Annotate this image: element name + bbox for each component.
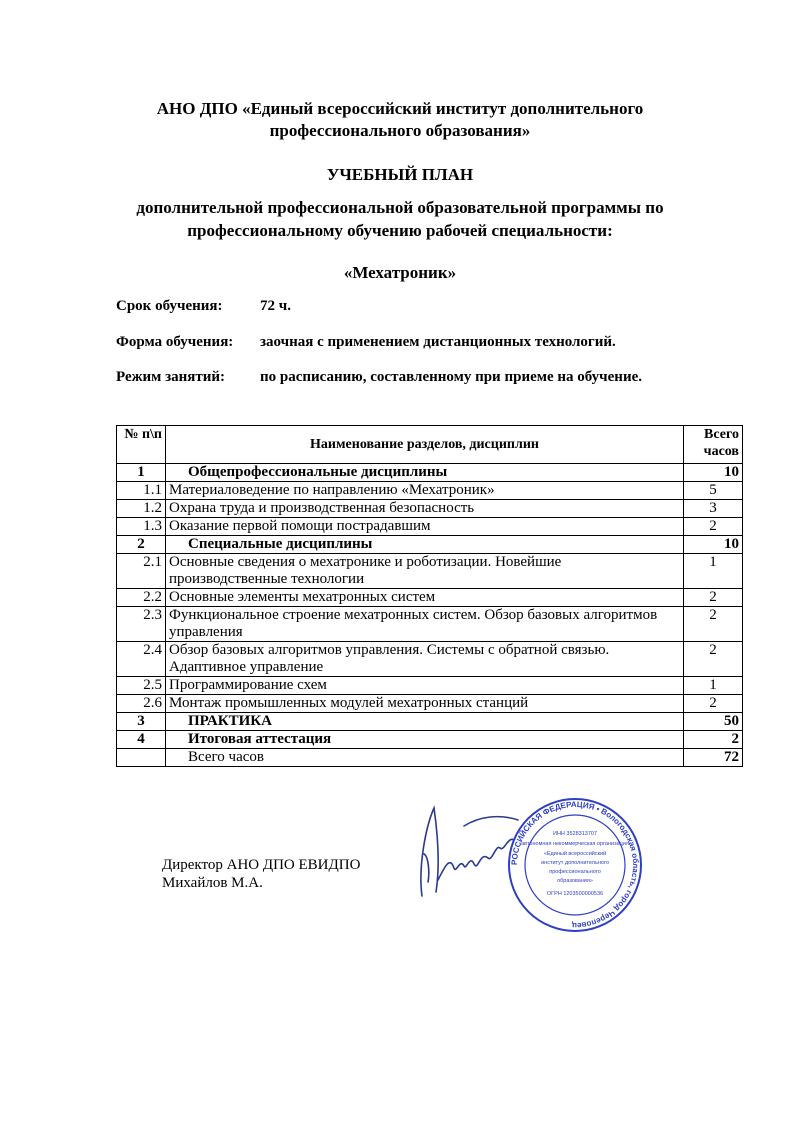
total-label: Всего часов [166,749,684,767]
row-num: 2.6 [117,695,166,713]
svg-text:автономная некоммерческая орга: автономная некоммерческая организация [521,841,629,847]
table-row [117,518,743,536]
svg-text:ИНН 3528313707: ИНН 3528313707 [552,831,598,837]
meta-label: Режим занятий: [116,369,226,385]
row-num: 1.3 [117,518,166,536]
row-hours: 10 [684,536,743,554]
total-hours: 72 [684,749,743,767]
table-row [117,607,743,642]
row-num: 2 [117,536,166,554]
svg-text:ОГРН 1203500000536: ОГРН 1203500000536 [546,891,604,897]
meta-label: Срок обучения: [116,298,223,314]
row-num: 1.1 [117,482,166,500]
table-row [117,482,743,500]
curriculum-table [116,425,743,767]
meta-value: заочная с применением дистанционных технологий. [260,334,616,350]
table-row [117,500,743,518]
meta-value: 72 ч. [260,298,291,314]
document-title: УЧЕБНЫЙ ПЛАН [326,165,474,184]
row-num: 3 [117,713,166,731]
svg-text:институт дополнительного: институт дополнительного [541,860,609,866]
signatory-name: Михайлов М.А. [162,875,263,891]
svg-text:образования»: образования» [557,878,593,884]
row-name: Общепрофессиональные дисциплины [166,464,684,482]
row-name: Функциональное строение мехатронных систем. Обзор базовых алгоритмов управления [166,607,684,642]
row-name: Специальные дисциплины [166,536,684,554]
row-name: Оказание первой помощи пострадавшим [166,518,684,536]
table-row [117,589,743,607]
row-hours: 2 [684,642,743,677]
col-header-hours: Всего часов [684,426,743,464]
row-hours: 2 [684,607,743,642]
row-name: Основные элементы мехатронных систем [166,589,684,607]
organization-stamp [505,795,645,935]
program-name: «Мехатроник» [343,263,457,282]
table-row [117,731,743,749]
subtitle-line2: профессиональному обучению рабочей специальности: [187,221,613,240]
row-hours: 2 [684,731,743,749]
row-hours: 2 [684,518,743,536]
row-name: Охрана труда и производственная безопасность [166,500,684,518]
row-num: 2.5 [117,677,166,695]
table-row [117,695,743,713]
row-num: 1 [117,464,166,482]
table-header-row [117,426,743,464]
svg-text:«Единый всероссийский: «Единый всероссийский [543,851,607,857]
row-num: 2.2 [117,589,166,607]
svg-text:профессионального: профессионального [549,869,601,875]
row-name: Итоговая аттестация [166,731,684,749]
table-row [117,554,743,589]
row-hours: 5 [684,482,743,500]
col-header-name: Наименование разделов, дисциплин [166,426,684,464]
org-name-line1: АНО ДПО «Единый всероссийский институт дополнительного [156,99,644,118]
row-name: Монтаж промышленных модулей мехатронных станций [166,695,684,713]
meta-value: по расписанию, составленному при приеме на обучение. [260,369,642,385]
row-name: Основные сведения о мехатронике и роботизации. Новейшие производственные технологии [166,554,684,589]
table-row [117,713,743,731]
row-num: 1.2 [117,500,166,518]
row-name: Материаловедение по направлению «Мехатроник» [166,482,684,500]
total-row [117,749,743,767]
meta-form [116,334,616,351]
row-hours: 1 [684,554,743,589]
row-num: 2.3 [117,607,166,642]
total-num [117,749,166,767]
table-row [117,536,743,554]
row-hours: 1 [684,677,743,695]
meta-label: Форма обучения: [116,334,234,350]
table-row [117,642,743,677]
meta-schedule [116,369,642,386]
row-hours: 50 [684,713,743,731]
row-hours: 2 [684,589,743,607]
row-name: Программирование схем [166,677,684,695]
row-name: Обзор базовых алгоритмов управления. Системы с обратной связью. Адаптивное управление [166,642,684,677]
subtitle-line1: дополнительной профессиональной образовательной программы по [136,198,664,217]
svg-text:РОССИЙСКАЯ ФЕДЕРАЦИЯ • Вологод: РОССИЙСКАЯ ФЕДЕРАЦИЯ • Вологодская область, город Череповец [509,799,641,931]
signatory-title: Директор АНО ДПО ЕВИДПО [162,857,361,873]
row-num: 2.4 [117,642,166,677]
meta-duration [116,298,291,315]
table-row [117,677,743,695]
row-num: 2.1 [117,554,166,589]
col-header-num: № п\п [117,426,166,464]
row-name: ПРАКТИКА [166,713,684,731]
row-hours: 2 [684,695,743,713]
table-row [117,464,743,482]
org-name-line2: профессионального образования» [269,121,531,140]
row-num: 4 [117,731,166,749]
row-hours: 3 [684,500,743,518]
row-hours: 10 [684,464,743,482]
signatory-block [162,856,360,892]
